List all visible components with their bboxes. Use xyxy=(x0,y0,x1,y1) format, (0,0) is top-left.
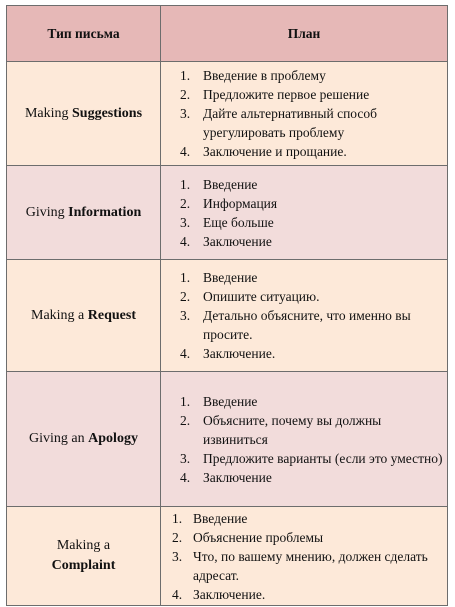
letter-type-keyword: Information xyxy=(68,204,142,220)
letter-type-prefix: Making a xyxy=(56,538,111,553)
list-item xyxy=(161,585,447,604)
plan-cell xyxy=(161,507,448,606)
letter-type-keyword: Complaint xyxy=(51,558,116,573)
plan-list xyxy=(161,509,447,604)
item-number: 2. xyxy=(180,87,191,102)
letter-type-prefix: Making xyxy=(24,105,73,121)
list-item xyxy=(161,528,447,547)
item-text: Что, по вашему мнению, должен сделать адресат. xyxy=(193,548,428,583)
list-item xyxy=(161,175,447,194)
item-text: Предложите первое решение xyxy=(203,87,370,102)
item-number: 1. xyxy=(172,510,183,526)
item-number: 3. xyxy=(180,450,191,466)
list-item xyxy=(161,411,447,449)
table-row xyxy=(7,166,448,260)
item-number: 3. xyxy=(180,308,191,323)
list-item xyxy=(161,213,447,232)
letter-type-cell xyxy=(7,507,161,606)
list-item xyxy=(161,344,447,363)
item-number: 2. xyxy=(180,289,191,304)
item-text: Заключение xyxy=(203,233,272,249)
list-item xyxy=(161,194,447,213)
header-plan: План xyxy=(161,6,448,62)
item-number: 4. xyxy=(180,144,191,159)
item-number: 1. xyxy=(180,270,191,285)
list-item xyxy=(161,104,447,142)
item-text: Объяснение проблемы xyxy=(193,529,324,545)
list-item xyxy=(161,85,447,104)
list-item xyxy=(161,392,447,411)
item-number: 4. xyxy=(180,233,191,249)
list-item xyxy=(161,232,447,251)
letter-type-prefix: Giving xyxy=(25,204,69,220)
list-item xyxy=(161,287,447,306)
item-text: Заключение xyxy=(203,469,272,485)
list-item xyxy=(161,468,447,487)
item-text: Еще больше xyxy=(203,214,274,230)
list-item xyxy=(161,509,447,528)
item-text: Заключение. xyxy=(203,346,276,361)
item-text: Заключение. xyxy=(193,586,266,602)
plan-list xyxy=(161,66,447,161)
table-header-row xyxy=(7,6,448,62)
table-row xyxy=(7,260,448,372)
letter-plan-table xyxy=(6,5,448,606)
letter-type-cell xyxy=(7,62,161,166)
plan-cell xyxy=(161,62,448,166)
letter-type-keyword: Request xyxy=(87,307,136,323)
plan-list xyxy=(161,268,447,363)
plan-cell xyxy=(161,166,448,260)
item-text: Дайте альтернативный способ урегулировать проблему xyxy=(203,106,377,140)
item-number: 1. xyxy=(180,176,191,192)
item-text: Введение в проблему xyxy=(203,68,326,83)
item-text: Введение xyxy=(203,176,258,192)
letter-type-prefix: Making a xyxy=(31,307,88,323)
item-text: Детально объясните, что именно вы просите. xyxy=(203,308,411,342)
letter-type-prefix: Giving an xyxy=(29,431,89,446)
item-text: Введение xyxy=(203,270,258,285)
item-number: 3. xyxy=(180,106,191,121)
item-text: Информация xyxy=(203,195,278,211)
plan-cell xyxy=(161,260,448,372)
plan-list xyxy=(161,392,447,487)
plan-list xyxy=(161,175,447,251)
item-text: Введение xyxy=(193,510,248,526)
list-item xyxy=(161,142,447,161)
item-text: Опишите ситуацию. xyxy=(203,289,320,304)
letter-type-cell xyxy=(7,166,161,260)
list-item xyxy=(161,268,447,287)
item-number: 1. xyxy=(180,393,191,409)
item-number: 2. xyxy=(180,195,191,211)
table-row xyxy=(7,372,448,507)
item-number: 4. xyxy=(180,346,191,361)
letter-type-cell xyxy=(7,260,161,372)
item-text: Объясните, почему вы должны извиниться xyxy=(203,412,382,447)
item-number: 2. xyxy=(172,529,183,545)
item-number: 1. xyxy=(180,68,191,83)
list-item xyxy=(161,547,447,585)
item-number: 4. xyxy=(180,469,191,485)
item-text: Введение xyxy=(203,393,258,409)
item-number: 3. xyxy=(180,214,191,230)
letter-type-keyword: Apology xyxy=(88,431,138,446)
item-text: Предложите варианты (если это уместно) xyxy=(203,450,443,466)
list-item xyxy=(161,306,447,344)
letter-type-cell xyxy=(7,372,161,507)
header-letter-type: Тип письма xyxy=(7,6,161,62)
item-number: 2. xyxy=(180,412,191,428)
item-number: 4. xyxy=(172,586,183,602)
plan-cell xyxy=(161,372,448,507)
item-number: 3. xyxy=(172,548,183,564)
item-text: Заключение и прощание. xyxy=(203,144,347,159)
letter-type-keyword: Suggestions xyxy=(72,105,143,121)
list-item xyxy=(161,449,447,468)
table-row xyxy=(7,507,448,606)
table-row xyxy=(7,62,448,166)
list-item xyxy=(161,66,447,85)
